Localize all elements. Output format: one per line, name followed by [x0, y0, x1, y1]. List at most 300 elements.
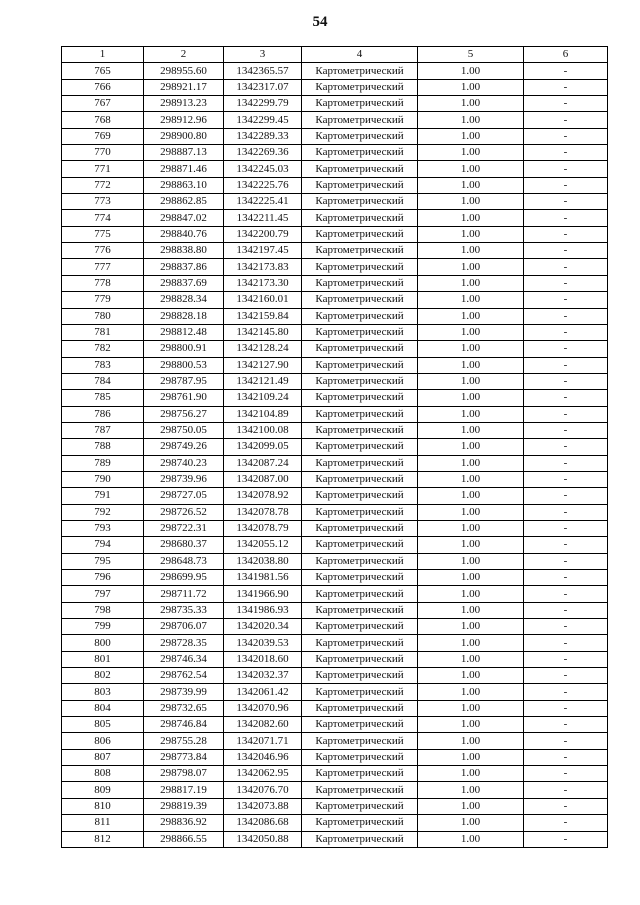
description-cell: - — [524, 570, 608, 586]
table-row — [62, 292, 608, 308]
table-row — [62, 96, 608, 112]
table-row — [62, 504, 608, 520]
table-row — [62, 619, 608, 635]
description-cell: - — [524, 798, 608, 814]
description-cell: - — [524, 782, 608, 798]
method-cell: Картометрический — [302, 455, 418, 471]
description-cell: - — [524, 717, 608, 733]
description-cell: - — [524, 96, 608, 112]
table-row — [62, 749, 608, 765]
x-coordinate-cell: 298727.05 — [144, 488, 224, 504]
accuracy-cell: 1.00 — [418, 63, 524, 79]
method-cell: Картометрический — [302, 798, 418, 814]
accuracy-cell: 1.00 — [418, 733, 524, 749]
method-cell: Картометрический — [302, 553, 418, 569]
description-cell: - — [524, 79, 608, 95]
accuracy-cell: 1.00 — [418, 488, 524, 504]
x-coordinate-cell: 298773.84 — [144, 749, 224, 765]
accuracy-cell: 1.00 — [418, 471, 524, 487]
x-coordinate-cell: 298828.34 — [144, 292, 224, 308]
table-row — [62, 373, 608, 389]
accuracy-cell: 1.00 — [418, 210, 524, 226]
accuracy-cell: 1.00 — [418, 177, 524, 193]
x-coordinate-cell: 298862.85 — [144, 194, 224, 210]
y-coordinate-cell: 1342121.49 — [224, 373, 302, 389]
point-number-cell: 771 — [62, 161, 144, 177]
point-number-cell: 809 — [62, 782, 144, 798]
description-cell: - — [524, 324, 608, 340]
method-cell: Картометрический — [302, 815, 418, 831]
method-cell: Картометрический — [302, 471, 418, 487]
y-coordinate-cell: 1342078.79 — [224, 520, 302, 536]
table-row — [62, 439, 608, 455]
x-coordinate-cell: 298800.91 — [144, 341, 224, 357]
table-row — [62, 226, 608, 242]
description-cell: - — [524, 586, 608, 602]
y-coordinate-cell: 1342104.89 — [224, 406, 302, 422]
table-row — [62, 733, 608, 749]
y-coordinate-cell: 1342039.53 — [224, 635, 302, 651]
table-row — [62, 488, 608, 504]
description-cell: - — [524, 700, 608, 716]
method-cell: Картометрический — [302, 275, 418, 291]
x-coordinate-cell: 298706.07 — [144, 619, 224, 635]
table-row — [62, 308, 608, 324]
y-coordinate-cell: 1341981.56 — [224, 570, 302, 586]
x-coordinate-cell: 298837.86 — [144, 259, 224, 275]
table-row — [62, 471, 608, 487]
x-coordinate-cell: 298750.05 — [144, 422, 224, 438]
accuracy-cell: 1.00 — [418, 651, 524, 667]
accuracy-cell: 1.00 — [418, 243, 524, 259]
x-coordinate-cell: 298722.31 — [144, 520, 224, 536]
table-row — [62, 602, 608, 618]
y-coordinate-cell: 1342020.34 — [224, 619, 302, 635]
method-cell: Картометрический — [302, 96, 418, 112]
method-cell: Картометрический — [302, 439, 418, 455]
point-number-cell: 783 — [62, 357, 144, 373]
point-number-cell: 775 — [62, 226, 144, 242]
accuracy-cell: 1.00 — [418, 275, 524, 291]
x-coordinate-cell: 298840.76 — [144, 226, 224, 242]
point-number-cell: 796 — [62, 570, 144, 586]
accuracy-cell: 1.00 — [418, 226, 524, 242]
description-cell: - — [524, 520, 608, 536]
y-coordinate-cell: 1342299.45 — [224, 112, 302, 128]
table-row — [62, 243, 608, 259]
accuracy-cell: 1.00 — [418, 815, 524, 831]
point-number-cell: 765 — [62, 63, 144, 79]
y-coordinate-cell: 1342173.30 — [224, 275, 302, 291]
point-number-cell: 779 — [62, 292, 144, 308]
description-cell: - — [524, 210, 608, 226]
description-cell: - — [524, 194, 608, 210]
point-number-cell: 789 — [62, 455, 144, 471]
x-coordinate-cell: 298726.52 — [144, 504, 224, 520]
accuracy-cell: 1.00 — [418, 161, 524, 177]
y-coordinate-cell: 1342073.88 — [224, 798, 302, 814]
accuracy-cell: 1.00 — [418, 455, 524, 471]
x-coordinate-cell: 298648.73 — [144, 553, 224, 569]
y-coordinate-cell: 1342299.79 — [224, 96, 302, 112]
table-row — [62, 63, 608, 79]
point-number-cell: 784 — [62, 373, 144, 389]
x-coordinate-cell: 298680.37 — [144, 537, 224, 553]
table-body — [62, 63, 608, 848]
y-coordinate-cell: 1342078.92 — [224, 488, 302, 504]
x-coordinate-cell: 298836.92 — [144, 815, 224, 831]
table-row — [62, 717, 608, 733]
x-coordinate-cell: 298812.48 — [144, 324, 224, 340]
x-coordinate-cell: 298711.72 — [144, 586, 224, 602]
point-number-cell: 790 — [62, 471, 144, 487]
point-number-cell: 798 — [62, 602, 144, 618]
point-number-cell: 766 — [62, 79, 144, 95]
method-cell: Картометрический — [302, 79, 418, 95]
description-cell: - — [524, 226, 608, 242]
method-cell: Картометрический — [302, 537, 418, 553]
y-coordinate-cell: 1342018.60 — [224, 651, 302, 667]
accuracy-cell: 1.00 — [418, 292, 524, 308]
point-number-cell: 811 — [62, 815, 144, 831]
y-coordinate-cell: 1342100.08 — [224, 422, 302, 438]
y-coordinate-cell: 1342032.37 — [224, 668, 302, 684]
y-coordinate-cell: 1342082.60 — [224, 717, 302, 733]
y-coordinate-cell: 1342038.80 — [224, 553, 302, 569]
method-cell: Картометрический — [302, 504, 418, 520]
column-header-2: 2 — [144, 47, 224, 63]
table-row — [62, 275, 608, 291]
column-header-5: 5 — [418, 47, 524, 63]
description-cell: - — [524, 471, 608, 487]
description-cell: - — [524, 63, 608, 79]
y-coordinate-cell: 1342061.42 — [224, 684, 302, 700]
description-cell: - — [524, 390, 608, 406]
table-row — [62, 570, 608, 586]
y-coordinate-cell: 1342317.07 — [224, 79, 302, 95]
x-coordinate-cell: 298749.26 — [144, 439, 224, 455]
x-coordinate-cell: 298847.02 — [144, 210, 224, 226]
method-cell: Картометрический — [302, 324, 418, 340]
accuracy-cell: 1.00 — [418, 422, 524, 438]
method-cell: Картометрический — [302, 602, 418, 618]
x-coordinate-cell: 298912.96 — [144, 112, 224, 128]
method-cell: Картометрический — [302, 619, 418, 635]
x-coordinate-cell: 298761.90 — [144, 390, 224, 406]
point-number-cell: 795 — [62, 553, 144, 569]
point-number-cell: 812 — [62, 831, 144, 847]
description-cell: - — [524, 422, 608, 438]
x-coordinate-cell: 298746.84 — [144, 717, 224, 733]
method-cell: Картометрический — [302, 63, 418, 79]
accuracy-cell: 1.00 — [418, 553, 524, 569]
method-cell: Картометрический — [302, 390, 418, 406]
point-number-cell: 803 — [62, 684, 144, 700]
method-cell: Картометрический — [302, 717, 418, 733]
method-cell: Картометрический — [302, 128, 418, 144]
description-cell: - — [524, 831, 608, 847]
coordinates-table — [61, 46, 608, 848]
x-coordinate-cell: 298739.99 — [144, 684, 224, 700]
method-cell: Картометрический — [302, 586, 418, 602]
x-coordinate-cell: 298871.46 — [144, 161, 224, 177]
y-coordinate-cell: 1342071.71 — [224, 733, 302, 749]
y-coordinate-cell: 1341986.93 — [224, 602, 302, 618]
accuracy-cell: 1.00 — [418, 782, 524, 798]
y-coordinate-cell: 1342159.84 — [224, 308, 302, 324]
accuracy-cell: 1.00 — [418, 373, 524, 389]
description-cell: - — [524, 128, 608, 144]
point-number-cell: 780 — [62, 308, 144, 324]
method-cell: Картометрический — [302, 749, 418, 765]
y-coordinate-cell: 1342365.57 — [224, 63, 302, 79]
accuracy-cell: 1.00 — [418, 439, 524, 455]
y-coordinate-cell: 1342076.70 — [224, 782, 302, 798]
point-number-cell: 804 — [62, 700, 144, 716]
method-cell: Картометрический — [302, 668, 418, 684]
accuracy-cell: 1.00 — [418, 341, 524, 357]
table-row — [62, 390, 608, 406]
column-header-3: 3 — [224, 47, 302, 63]
method-cell: Картометрический — [302, 373, 418, 389]
y-coordinate-cell: 1342289.33 — [224, 128, 302, 144]
method-cell: Картометрический — [302, 357, 418, 373]
table-row — [62, 782, 608, 798]
accuracy-cell: 1.00 — [418, 749, 524, 765]
method-cell: Картометрический — [302, 651, 418, 667]
column-header-6: 6 — [524, 47, 608, 63]
method-cell: Картометрический — [302, 177, 418, 193]
accuracy-cell: 1.00 — [418, 635, 524, 651]
table-row — [62, 357, 608, 373]
x-coordinate-cell: 298955.60 — [144, 63, 224, 79]
accuracy-cell: 1.00 — [418, 194, 524, 210]
table-row — [62, 161, 608, 177]
x-coordinate-cell: 298756.27 — [144, 406, 224, 422]
accuracy-cell: 1.00 — [418, 586, 524, 602]
point-number-cell: 777 — [62, 259, 144, 275]
point-number-cell: 772 — [62, 177, 144, 193]
method-cell: Картометрический — [302, 194, 418, 210]
method-cell: Картометрический — [302, 488, 418, 504]
accuracy-cell: 1.00 — [418, 504, 524, 520]
description-cell: - — [524, 439, 608, 455]
description-cell: - — [524, 635, 608, 651]
description-cell: - — [524, 766, 608, 782]
y-coordinate-cell: 1342078.78 — [224, 504, 302, 520]
y-coordinate-cell: 1342160.01 — [224, 292, 302, 308]
accuracy-cell: 1.00 — [418, 602, 524, 618]
table-row — [62, 668, 608, 684]
accuracy-cell: 1.00 — [418, 520, 524, 536]
y-coordinate-cell: 1342087.00 — [224, 471, 302, 487]
description-cell: - — [524, 145, 608, 161]
accuracy-cell: 1.00 — [418, 324, 524, 340]
method-cell: Картометрический — [302, 700, 418, 716]
point-number-cell: 801 — [62, 651, 144, 667]
accuracy-cell: 1.00 — [418, 570, 524, 586]
table-row — [62, 145, 608, 161]
accuracy-cell: 1.00 — [418, 128, 524, 144]
table-row — [62, 128, 608, 144]
description-cell: - — [524, 553, 608, 569]
description-cell: - — [524, 357, 608, 373]
point-number-cell: 810 — [62, 798, 144, 814]
table-row — [62, 831, 608, 847]
method-cell: Картометрический — [302, 782, 418, 798]
table-row — [62, 406, 608, 422]
point-number-cell: 781 — [62, 324, 144, 340]
x-coordinate-cell: 298728.35 — [144, 635, 224, 651]
description-cell: - — [524, 177, 608, 193]
method-cell: Картометрический — [302, 733, 418, 749]
x-coordinate-cell: 298699.95 — [144, 570, 224, 586]
point-number-cell: 793 — [62, 520, 144, 536]
point-number-cell: 788 — [62, 439, 144, 455]
y-coordinate-cell: 1342145.80 — [224, 324, 302, 340]
description-cell: - — [524, 684, 608, 700]
point-number-cell: 786 — [62, 406, 144, 422]
x-coordinate-cell: 298735.33 — [144, 602, 224, 618]
table-row — [62, 259, 608, 275]
method-cell: Картометрический — [302, 145, 418, 161]
description-cell: - — [524, 259, 608, 275]
x-coordinate-cell: 298863.10 — [144, 177, 224, 193]
accuracy-cell: 1.00 — [418, 619, 524, 635]
y-coordinate-cell: 1342050.88 — [224, 831, 302, 847]
method-cell: Картометрический — [302, 766, 418, 782]
accuracy-cell: 1.00 — [418, 390, 524, 406]
y-coordinate-cell: 1342087.24 — [224, 455, 302, 471]
accuracy-cell: 1.00 — [418, 357, 524, 373]
point-number-cell: 792 — [62, 504, 144, 520]
y-coordinate-cell: 1342055.12 — [224, 537, 302, 553]
description-cell: - — [524, 602, 608, 618]
description-cell: - — [524, 733, 608, 749]
x-coordinate-cell: 298746.34 — [144, 651, 224, 667]
point-number-cell: 808 — [62, 766, 144, 782]
y-coordinate-cell: 1342128.24 — [224, 341, 302, 357]
description-cell: - — [524, 275, 608, 291]
point-number-cell: 807 — [62, 749, 144, 765]
method-cell: Картометрический — [302, 520, 418, 536]
point-number-cell: 776 — [62, 243, 144, 259]
point-number-cell: 800 — [62, 635, 144, 651]
point-number-cell: 767 — [62, 96, 144, 112]
y-coordinate-cell: 1342062.95 — [224, 766, 302, 782]
table-row — [62, 324, 608, 340]
point-number-cell: 785 — [62, 390, 144, 406]
description-cell: - — [524, 537, 608, 553]
method-cell: Картометрический — [302, 422, 418, 438]
x-coordinate-cell: 298921.17 — [144, 79, 224, 95]
x-coordinate-cell: 298817.19 — [144, 782, 224, 798]
x-coordinate-cell: 298828.18 — [144, 308, 224, 324]
method-cell: Картометрический — [302, 226, 418, 242]
x-coordinate-cell: 298819.39 — [144, 798, 224, 814]
x-coordinate-cell: 298913.23 — [144, 96, 224, 112]
point-number-cell: 806 — [62, 733, 144, 749]
accuracy-cell: 1.00 — [418, 308, 524, 324]
point-number-cell: 802 — [62, 668, 144, 684]
table-row — [62, 341, 608, 357]
y-coordinate-cell: 1342046.96 — [224, 749, 302, 765]
description-cell: - — [524, 619, 608, 635]
accuracy-cell: 1.00 — [418, 79, 524, 95]
table-row — [62, 651, 608, 667]
point-number-cell: 769 — [62, 128, 144, 144]
method-cell: Картометрический — [302, 831, 418, 847]
accuracy-cell: 1.00 — [418, 831, 524, 847]
accuracy-cell: 1.00 — [418, 406, 524, 422]
point-number-cell: 805 — [62, 717, 144, 733]
table-row — [62, 798, 608, 814]
description-cell: - — [524, 292, 608, 308]
table-row — [62, 455, 608, 471]
point-number-cell: 782 — [62, 341, 144, 357]
x-coordinate-cell: 298798.07 — [144, 766, 224, 782]
description-cell: - — [524, 243, 608, 259]
method-cell: Картометрический — [302, 308, 418, 324]
point-number-cell: 791 — [62, 488, 144, 504]
description-cell: - — [524, 668, 608, 684]
method-cell: Картометрический — [302, 635, 418, 651]
table-row — [62, 537, 608, 553]
point-number-cell: 787 — [62, 422, 144, 438]
x-coordinate-cell: 298787.95 — [144, 373, 224, 389]
y-coordinate-cell: 1342269.36 — [224, 145, 302, 161]
method-cell: Картометрический — [302, 570, 418, 586]
description-cell: - — [524, 651, 608, 667]
table-row — [62, 194, 608, 210]
description-cell: - — [524, 161, 608, 177]
y-coordinate-cell: 1342173.83 — [224, 259, 302, 275]
y-coordinate-cell: 1342211.45 — [224, 210, 302, 226]
method-cell: Картометрический — [302, 112, 418, 128]
table-row — [62, 520, 608, 536]
accuracy-cell: 1.00 — [418, 537, 524, 553]
table-row — [62, 79, 608, 95]
x-coordinate-cell: 298838.80 — [144, 243, 224, 259]
accuracy-cell: 1.00 — [418, 668, 524, 684]
accuracy-cell: 1.00 — [418, 112, 524, 128]
description-cell: - — [524, 406, 608, 422]
point-number-cell: 797 — [62, 586, 144, 602]
y-coordinate-cell: 1342245.03 — [224, 161, 302, 177]
x-coordinate-cell: 298755.28 — [144, 733, 224, 749]
page-number: 54 — [312, 14, 328, 30]
method-cell: Картометрический — [302, 210, 418, 226]
accuracy-cell: 1.00 — [418, 96, 524, 112]
y-coordinate-cell: 1342225.76 — [224, 177, 302, 193]
table-row — [62, 815, 608, 831]
description-cell: - — [524, 504, 608, 520]
x-coordinate-cell: 298866.55 — [144, 831, 224, 847]
description-cell: - — [524, 112, 608, 128]
column-header-4: 4 — [302, 47, 418, 63]
accuracy-cell: 1.00 — [418, 700, 524, 716]
method-cell: Картометрический — [302, 259, 418, 275]
point-number-cell: 773 — [62, 194, 144, 210]
y-coordinate-cell: 1342070.96 — [224, 700, 302, 716]
table-row — [62, 177, 608, 193]
table-row — [62, 700, 608, 716]
description-cell: - — [524, 373, 608, 389]
table-row — [62, 635, 608, 651]
point-number-cell: 770 — [62, 145, 144, 161]
table-row — [62, 422, 608, 438]
description-cell: - — [524, 488, 608, 504]
